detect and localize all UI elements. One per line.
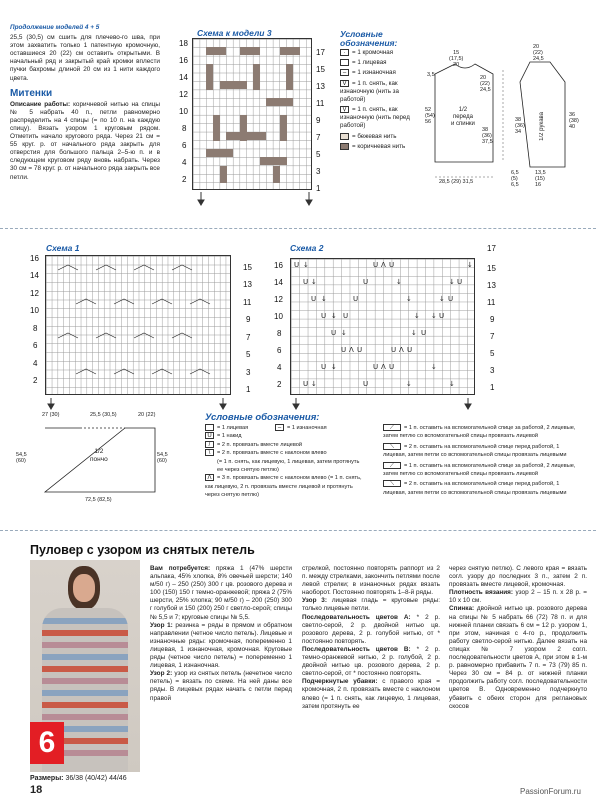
schematic-label: 52 (54) 56 <box>425 107 435 125</box>
legend-item: ⟋ = 1 п. оставить на вспомогательной спице за работой, 2 лицевые, затем петлю со вспомогательной спицы провязать лицевой <box>383 462 576 478</box>
knit-stitch-icon <box>340 59 349 66</box>
legend-item: (= 1 п. снять, как лицевую, 1 лицевая, затем протянуть ее через снятую петлю) <box>217 458 360 474</box>
edge-stitch-icon: · <box>340 49 349 56</box>
row-number: 17 <box>487 244 496 253</box>
row-number: 5 <box>246 350 251 359</box>
schematic-label: 13,5 (15) 16 <box>535 170 546 188</box>
continuation-text: 25,5 (30,5) см сшить для плечево-го шва, при этом захватить только 1 патентную кромочную, оставшиеся 20 (22) см оставить открытыми. В начальный ряд и закрытый край кромки вплести пучки бахромы длиной 20 см из 1 нити каждого цвета. <box>10 34 160 82</box>
row-number: 7 <box>316 133 321 142</box>
legend3-item: V = 1 п. снять, как изнаночную (нить за работой) <box>340 80 399 104</box>
svg-text:U: U <box>341 346 347 354</box>
svg-text:↓: ↓ <box>449 380 455 388</box>
svg-text:U: U <box>331 329 337 337</box>
row-number: 10 <box>274 312 283 321</box>
schematic-label: 28,5 (29) 31,5 <box>439 179 474 185</box>
brown-yarn-swatch <box>340 143 349 150</box>
svg-text:U: U <box>343 312 349 320</box>
svg-text:U: U <box>391 346 397 354</box>
schematic-label: 1/2 рукава <box>539 112 545 141</box>
row-number: 1 <box>490 383 495 392</box>
svg-text:↓: ↓ <box>331 363 337 371</box>
row-number: 3 <box>246 368 251 377</box>
yarn-over-icon: U <box>205 432 214 439</box>
svg-text:↓: ↓ <box>396 278 402 286</box>
svg-text:↓: ↓ <box>331 312 337 320</box>
legend3-item: = коричневая нить <box>340 142 425 152</box>
paragraph: Узор 1: резинка = ряды в прямом и обратном направлении (четное число петель). Лицевые и изнаночные ряды: кромочная, попеременно 1 лицевая, 1 изнаночная, кромочная. Круговые ряды (четное число петель) = попеременно 1 лицевая, 1 изнаночная. <box>150 621 292 670</box>
chart1-title: Схема 1 <box>46 243 80 253</box>
mittens-text-body: коричневой нитью на спицы № 5 набрать 40 п., петли равномерно распределить на 4 спицы (= по 10 п. на каждую спицу). Вязать узором 1 круговым рядом. Отметить начало кругового ряда. Через 21 см = 55 круг. р. от начального ряда закрыть для отверстия для большого пальца 2–5-ю п. и в следующем круговом ряду вновь набрать. Через 30 см = 78 круг. р. от начального ряда закрыть все петли. <box>10 100 161 181</box>
row-number: 15 <box>243 263 252 272</box>
legend-item: U = 1 накид <box>205 432 365 440</box>
svg-text:↓: ↓ <box>311 278 317 286</box>
row-number: 8 <box>182 124 187 133</box>
svg-text:↓: ↓ <box>431 363 437 371</box>
slip-stitch-back-icon: V <box>340 80 349 87</box>
svg-text:↓: ↓ <box>303 261 309 269</box>
chart3-grid <box>192 38 312 190</box>
poncho-center-label: 1/2 пончо <box>90 448 108 463</box>
svg-text:↓: ↓ <box>431 312 437 320</box>
poncho-right-label: 54,5 (60) <box>157 452 168 464</box>
svg-text:U: U <box>407 346 413 354</box>
chart3-pattern <box>193 39 313 191</box>
chart2-title: Схема 2 <box>290 243 324 253</box>
model-number-badge: 6 <box>30 722 64 764</box>
page-number: 18 <box>30 784 43 796</box>
chart2-arrows <box>290 397 475 409</box>
cable-right-icon: ⟋ <box>383 424 401 431</box>
poncho-bottom-label: 72,5 (82,5) <box>85 497 112 503</box>
legend-item: = 1 лицевая <box>205 424 365 432</box>
purl-stitch-icon: – <box>275 424 284 431</box>
row-number: 10 <box>30 306 39 315</box>
poncho-top-label: 25,5 (30,5) <box>90 412 117 418</box>
row-number: 16 <box>179 56 188 65</box>
svg-text:↓: ↓ <box>449 278 455 286</box>
mittens-text <box>10 101 160 182</box>
model6-col2 <box>302 565 440 711</box>
svg-text:Λ: Λ <box>381 363 386 371</box>
legend-bottom <box>205 412 585 499</box>
row-number: 6 <box>33 341 38 350</box>
paragraph: Плотность вязания: узор 2 – 15 п. x 28 р. = 10 x 10 см. <box>449 589 587 605</box>
legend3 <box>340 30 425 152</box>
schematic-label: 1/2 переда и спинки <box>451 107 475 127</box>
svg-text:↓: ↓ <box>341 329 347 337</box>
row-number: 6 <box>277 346 282 355</box>
svg-text:U: U <box>389 363 395 371</box>
svg-text:U: U <box>321 312 327 320</box>
svg-text:↓: ↓ <box>406 295 412 303</box>
schematic-label: 36 (38) 40 <box>569 112 579 130</box>
schematic-label: 38 (36) 37,5 <box>482 127 493 145</box>
slip-stitch-front-icon: Ṿ <box>340 106 349 113</box>
legend-bottom-col1 <box>205 424 365 500</box>
row-number: 4 <box>277 363 282 372</box>
legend3-item: Ṿ = 1 п. снять, как изнаночную (нить перед работой) <box>340 106 410 130</box>
chart1-cables <box>46 256 232 396</box>
row-number: 11 <box>316 99 325 108</box>
svg-text:U: U <box>321 363 327 371</box>
row-number: 4 <box>33 359 38 368</box>
svg-text:U: U <box>439 312 445 320</box>
cable-right-alt-icon: ⟋ <box>383 462 401 469</box>
svg-text:U: U <box>448 295 454 303</box>
legend-item: / = 2 п. провязать вместе лицевой <box>205 441 365 449</box>
svg-text:↓: ↓ <box>439 295 445 303</box>
svg-text:↓: ↓ <box>311 380 317 388</box>
paragraph: Узор 3: лицевая гладь = круговые ряды: только лицевые петли. <box>302 597 440 613</box>
schematic-label: 15 (17,5) 20 <box>449 50 464 68</box>
photo-face <box>73 574 95 602</box>
row-number: 2 <box>277 380 282 389</box>
svg-text:↓: ↓ <box>406 380 412 388</box>
sizes-line: Размеры: 36/38 (40/42) 44/46 <box>30 775 127 782</box>
row-number: 14 <box>179 73 188 82</box>
row-number: 15 <box>487 264 496 273</box>
row-number: 12 <box>274 295 283 304</box>
paragraph: через снятую петлю). С левого края = вязать согл. узору до последних 3 п., затем 2 п. провязать вместе лицевой, кромочная. <box>449 565 587 589</box>
model6-col3 <box>449 565 587 711</box>
paragraph: Последовательность цветов В: * 2 р. темно-оранжевой нитью, 2 р. голубой, 2 р. двойной нитью цв. розового дерева, 2 р. светло-серой, от * постоянно повторять. <box>302 645 441 678</box>
chart1-arrows <box>45 397 231 409</box>
row-number: 2 <box>182 175 187 184</box>
beige-yarn-swatch <box>340 133 349 140</box>
chart2-grid <box>290 258 475 395</box>
legend-item: Λ = 3 п. провязать вместе с наклоном влево (= 1 п. снять, как лицевую, 2 п. провязать вместе лицевой и протянуть через снятую петлю) <box>205 475 362 499</box>
svg-text:U: U <box>311 295 317 303</box>
watermark: PassionForum.ru <box>520 787 581 796</box>
svg-text:U: U <box>421 329 427 337</box>
knit-stitch-icon <box>205 424 214 431</box>
row-number: 15 <box>316 65 325 74</box>
chart3-arrows <box>196 192 316 206</box>
cable-left-alt-icon: ⟍ <box>383 480 401 487</box>
continuation-block <box>10 24 160 182</box>
row-number: 1 <box>316 184 321 193</box>
legend-item: ⟍ = 2 п. оставить на вспомогательной спице перед работой, 1 лицевая, затем петли со вспомогательной спицы провязать лицевыми <box>383 481 567 496</box>
chart2-symbols <box>291 259 476 396</box>
svg-text:U: U <box>373 363 379 371</box>
row-number: 13 <box>243 280 252 289</box>
schematic-poncho <box>16 410 180 515</box>
knit-two-together-icon: / <box>205 441 214 448</box>
svg-text:Λ: Λ <box>399 346 404 354</box>
row-number: 13 <box>487 281 496 290</box>
row-number: 5 <box>316 150 321 159</box>
paragraph: Вам потребуется: пряжа 1 (47% шерсти альпака, 45% хлопка, 8% овечьей шерсти; 140 м/50 г) – 250 (250) 300 г цв. розового дерева и 100 (150) 150 г темно-оранжевой; пряжа 2 (75% шерсти, 25% хлопка; 90 м/50 г) – 200 (250) 300 г голубой и 150 (200) 250 г светло-серой; спицы № 5,5 и 7; круговые спицы № 5,5. <box>150 565 292 621</box>
schematic-label: 6,5 (5) 6,5 <box>511 170 519 188</box>
svg-text:U: U <box>363 278 369 286</box>
schematic-label: 20 (22) 24,5 <box>533 44 544 62</box>
schematic-label: 38 (36) 34 <box>515 117 525 135</box>
poncho-left-label: 54,5 (60) <box>16 452 27 464</box>
purl-stitch-icon: – <box>340 69 349 76</box>
svg-text:U: U <box>457 278 463 286</box>
svg-text:U: U <box>389 261 395 269</box>
mittens-title: Митенки <box>10 87 53 99</box>
row-number: 5 <box>490 349 495 358</box>
svg-text:Λ: Λ <box>381 261 386 269</box>
svg-text:Λ: Λ <box>349 346 354 354</box>
bottom-divider <box>0 530 596 531</box>
svg-text:↓: ↓ <box>411 329 417 337</box>
row-number: 13 <box>316 82 325 91</box>
row-number: 7 <box>490 332 495 341</box>
row-number: 7 <box>246 333 251 342</box>
row-number: 8 <box>277 329 282 338</box>
legend-item: – = 1 изнаночная <box>275 424 327 432</box>
legend3-item: = 1 лицевая <box>340 58 425 68</box>
svg-text:U: U <box>353 295 359 303</box>
continuation-title: Продолжение моделей 4 + 5 <box>10 24 100 31</box>
row-number: 16 <box>30 254 39 263</box>
row-number: 14 <box>30 271 39 280</box>
row-number: 6 <box>182 141 187 150</box>
row-number: 9 <box>490 315 495 324</box>
svg-text:↓: ↓ <box>414 312 420 320</box>
svg-text:U: U <box>373 261 379 269</box>
schematic-label: 3,5 <box>427 72 435 78</box>
legend-item: ⟋ = 1 п. оставить на вспомогательной спице за работой, 2 лицевые, затем петлю со вспомогательной спицы провязать лицевой <box>383 425 576 440</box>
row-number: 1 <box>246 385 251 394</box>
model6-title: Пуловер с узором из снятых петель <box>30 543 255 557</box>
legend3-item: = бежевая нить <box>340 132 425 142</box>
legend3-item: · = 1 кромочная <box>340 48 425 58</box>
poncho-top-label: 20 (22) <box>138 412 156 418</box>
row-number: 10 <box>179 107 188 116</box>
svg-text:U: U <box>357 346 363 354</box>
row-number: 18 <box>179 39 188 48</box>
paragraph: Узор 2: узор из снятых петель (нечетное число петель) = вязать по схеме. На ней даны все ряды. В лицевых рядах начать с петли перед правой <box>150 670 292 702</box>
legend-bottom-col1b <box>275 424 327 432</box>
row-number: 2 <box>33 376 38 385</box>
chart1-grid <box>45 255 231 395</box>
model6-col1 <box>150 565 292 703</box>
row-number: 17 <box>316 48 325 57</box>
row-number: 16 <box>274 261 283 270</box>
legend-item: ⟍ = 2 п. оставить на вспомогательной спице перед работой, 1 лицевая, затем петли со вспомогательной спицы провязать лицевыми <box>383 443 567 459</box>
cable-left-icon: ⟍ <box>383 443 401 450</box>
row-number: 3 <box>316 167 321 176</box>
paragraph: Подчеркнутые убавки: с правого края = кромочная, 2 п. провязать вместе с наклоном влево (= 1 п. снять, как лицевую, 1 лицевая, затем протянуть ее <box>302 678 440 710</box>
mittens-text-bold: Описание работы: <box>10 100 71 108</box>
svg-text:U: U <box>303 278 309 286</box>
svg-text:↓: ↓ <box>321 295 327 303</box>
row-number: 9 <box>246 315 251 324</box>
svg-text:U: U <box>294 261 300 269</box>
ssk-icon: \ <box>205 449 214 456</box>
schematic-top <box>425 42 590 202</box>
legend3-item: – = 1 изнаночная <box>340 68 425 78</box>
legend3-title: Условные обозначения: <box>340 29 398 48</box>
paragraph: стрелкой, постоянно повторять раппорт из 2 п. между стрелками, закончить петлями после левой стрелки; в изнаночных рядах вязать наоборот. Постоянно повторять 1–8-й ряды. <box>302 565 440 597</box>
row-number: 14 <box>274 278 283 287</box>
legend-bottom-col2 <box>383 424 583 497</box>
three-together-icon: Λ <box>205 474 214 481</box>
schematic-label: 20 (22) 24,5 <box>480 75 491 93</box>
row-number: 3 <box>490 366 495 375</box>
row-number: 9 <box>316 116 321 125</box>
legend-item: \ = 2 п. провязать вместе с наклоном влево <box>205 449 365 457</box>
row-number: 12 <box>30 289 39 298</box>
chart3-title: Схема к модели 3 <box>197 28 272 38</box>
paragraph: Последовательность цветов А: * 2 р. светло-серой, 2 р. двойной нитью цв. розового дерева, 2 р. голубой нитью, от * постоянно повторять. <box>302 613 441 645</box>
poncho-top-label: 27 (30) <box>42 412 60 418</box>
svg-text:U: U <box>303 380 309 388</box>
paragraph: Спинка: двойной нитью цв. розового дерева на спицы № 5 набрать 66 (72) 78 п. и для нижней планки связать 6 см = 12 р. узором 1, при этом, начиная с 4-го р., продолжить работу светло-серой нитью. Далее вязать на спицах № 7 узором 2 согл. последовательности цветов А, при этом в 1-м р. равномерно прибавить 7 п. = 73 (79) 85 п. Через 30 см = 84 р. от нижней планки продолжить работу согл. последовательности цветов В. Одновременно подчеркнуто убавить с обеих сторон для реглановых скосов <box>449 605 587 710</box>
svg-text:U: U <box>363 380 369 388</box>
top-divider <box>0 228 596 229</box>
row-number: 12 <box>179 90 188 99</box>
row-number: 11 <box>487 298 496 307</box>
row-number: 11 <box>243 298 252 307</box>
row-number: 4 <box>182 158 187 167</box>
svg-text:↓: ↓ <box>467 261 473 269</box>
row-number: 8 <box>33 324 38 333</box>
legend-bottom-title: Условные обозначения: <box>205 412 320 423</box>
